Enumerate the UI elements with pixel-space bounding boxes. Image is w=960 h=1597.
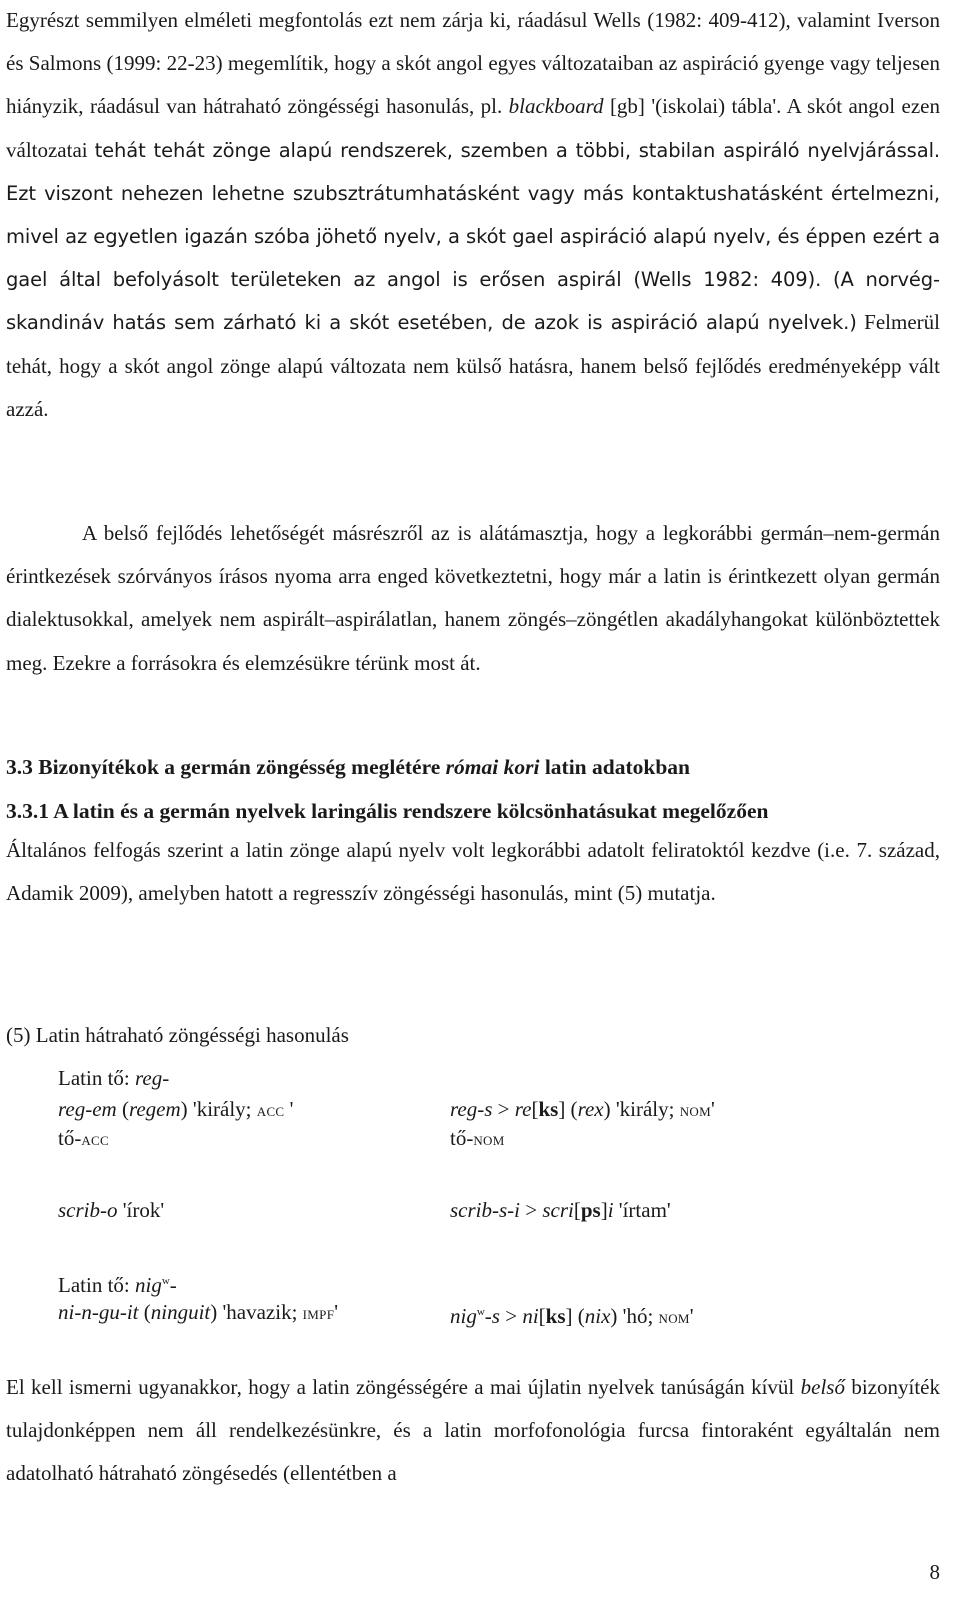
- gloss-case: NOM: [658, 1311, 690, 1326]
- example-row1-right-line2: [450, 1124, 505, 1155]
- paragraph-internal-development: A belső fejlődés lehetőségét másrészről az is alátámasztja, hogy a legkorábbi germán–nem-germán érintkezések szórványos írásos nyoma arra enged következtetni, hogy már a latin is érintkezett olyan germán dialektusokkal, amelyek nem aspirált–aspirálatlan, hanem zöngés–zöngétlen akadályhangokat különböztettek meg. Ezekre a forrásokra és elemzésükre térünk most át.: [6, 521, 940, 675]
- example-word-blackboard: blackboard: [508, 94, 604, 119]
- latin-spelling: regem: [128, 1097, 181, 1121]
- gloss-stem: tő-: [450, 1126, 474, 1150]
- latin-form: reg-em: [58, 1097, 117, 1121]
- latin-form-part: re: [514, 1097, 532, 1121]
- example-stem-2: [58, 1267, 177, 1299]
- example-row1-left: reg-em (regem) 'király; ACC ': [58, 1097, 294, 1121]
- paragraph-evidence-part1: El kell ismerni ugyanakkor, hogy a latin zöngésségére a mai újlatin nyelvek tanúságán kívül: [6, 1375, 801, 1399]
- paragraph-evidence-italic: belső: [800, 1375, 845, 1399]
- paragraph-intro-part1: Egyrészt semmilyen elméleti megfontolás ezt nem zárja ki, ráadásul Wells (1982: 409-412), valamint Iverson és Salmons (1999: 22-23) megemlítik, hogy a skót angol egyes változataiban az aspiráció gyenge vagy teljesen hiányzik, ráadásul van hátraható zöngésségi hasonulás, pl.: [6, 8, 940, 119]
- latin-form-part: scri: [542, 1198, 574, 1222]
- gloss: 'írok': [117, 1198, 165, 1222]
- gloss-case: NOM: [473, 1133, 505, 1148]
- latin-spelling: rex: [577, 1097, 604, 1121]
- section-heading-3-3: [6, 752, 940, 782]
- paragraph-latin-voicing: Általános felfogás szerint a latin zönge alapú nyelv volt legkorábbi adatolt feliratoktól kezdve (i.e. 7. század, Adamik 2009), amelyben hatott a regresszív zöngésségi hasonulás, mint (5) mutatja.: [6, 838, 940, 906]
- latin-form: scrib-s-i: [450, 1198, 520, 1222]
- section-heading-3-3-end: latin adatokban: [539, 755, 691, 779]
- labialization-superscript: w: [161, 1275, 170, 1287]
- phonetic-cluster: ks: [545, 1304, 566, 1328]
- gloss: 'király;: [615, 1097, 680, 1121]
- gloss-case: IMPF: [302, 1307, 335, 1322]
- labialization-superscript: w: [476, 1306, 485, 1318]
- example-row2-right: scrib-s-i > scri[ps]i 'írtam': [450, 1198, 671, 1222]
- stem-form: nig: [135, 1273, 162, 1297]
- paragraph-intro: [6, 0, 940, 431]
- paragraph-intro-part2: [gb] '(iskolai) tábla'. A skót angol ezen változatai: [6, 94, 940, 162]
- gloss: 'írtam': [613, 1198, 671, 1222]
- gloss-end: ': [710, 1097, 715, 1121]
- gloss: 'hó;: [622, 1304, 659, 1328]
- arrow: >: [492, 1097, 515, 1121]
- gloss-case: ACC: [256, 1104, 285, 1119]
- arrow: >: [520, 1198, 543, 1222]
- example-row3-left: ni-n-gu-it (ninguit) 'havazik; IMPF': [58, 1300, 339, 1324]
- example-stem-1: [58, 1064, 169, 1092]
- paragraph-evidence: [6, 1366, 940, 1496]
- latin-form: reg-s: [450, 1097, 493, 1121]
- arrow: >: [499, 1304, 523, 1328]
- latin-form: nig: [450, 1304, 477, 1328]
- paragraph-intro-sans-part: tehát tehát zönge alapú rendszerek, szemben a többi, stabilan aspiráló nyelvjárással. Ezt viszont nehezen lehetne szubsztrátumhatásként vagy más kontaktushatásként értelmezni, mivel az egyetlen igazán szóba jöhető nyelv, a skót gael aspiráció alapú nyelv, és éppen ezért a gael által befolyásolt területeken az angol is erősen aspirál (Wells 1982: 409). (A norvég-skandináv hatás sem zárható ki a skót esetében, de azok is aspiráció alapú nyelvek.): [6, 138, 940, 335]
- example-row2-left: [58, 1196, 164, 1224]
- latin-form-part: ni: [522, 1304, 539, 1328]
- example-row1-right: reg-s > re[ks] (rex) 'király; NOM': [450, 1097, 715, 1121]
- gloss-case: ACC: [81, 1133, 109, 1148]
- latin-spelling: nix: [584, 1304, 611, 1328]
- stem-label: Latin tő:: [58, 1273, 135, 1297]
- example-5-title: (5) Latin hátraható zöngésségi hasonulás: [6, 1023, 349, 1047]
- latin-form: scrib-o: [58, 1198, 118, 1222]
- stem-form: reg-: [135, 1066, 170, 1090]
- stem-label: Latin tő:: [58, 1066, 135, 1090]
- page-number: 8: [929, 1560, 940, 1584]
- latin-form-ending: i: [607, 1198, 614, 1222]
- example-row3-right: nig$^w$-s > ni[ks] (nix) 'hó; NOM': [450, 1304, 694, 1328]
- gloss-end: ': [334, 1300, 339, 1324]
- gloss: 'király;: [192, 1097, 257, 1121]
- phonetic-cluster: ks: [538, 1097, 559, 1121]
- gloss-end: ': [284, 1097, 294, 1121]
- section-heading-3-3-1: 3.3.1 A latin és a germán nyelvek laringális rendszere kölcsönhatásukat megelőzően: [6, 799, 769, 823]
- latin-spelling: ninguit: [150, 1300, 211, 1324]
- gloss-stem: tő-: [58, 1126, 82, 1150]
- gloss: 'havazik;: [222, 1300, 303, 1324]
- latin-form: ni-n-gu-it: [58, 1300, 139, 1324]
- gloss-case: NOM: [679, 1104, 711, 1119]
- stem-dash: -: [169, 1273, 177, 1297]
- gloss-end: ': [689, 1304, 694, 1328]
- paragraph-evidence-part2: bizonyíték tulajdonképpen nem áll rendelkezésünkre, és a latin morfofonológia furcsa fintoraként egyáltalán nem adatolható hátraható zöngésedés (ellentétben a: [6, 1375, 940, 1486]
- latin-form-suffix: -s: [484, 1304, 500, 1328]
- section-heading-3-3-text: 3.3 Bizonyítékok a germán zöngésség meglétére: [6, 755, 446, 779]
- section-heading-3-3-italic: római kori: [445, 755, 540, 779]
- example-row1-left-line2: [58, 1124, 109, 1155]
- paragraph-intro-part4: Felmerül tehát, hogy a skót angol zönge alapú változata nem külső hatásra, hanem belső fejlődés eredményeképp vált azzá.: [6, 310, 940, 421]
- phonetic-cluster: ps: [580, 1198, 601, 1222]
